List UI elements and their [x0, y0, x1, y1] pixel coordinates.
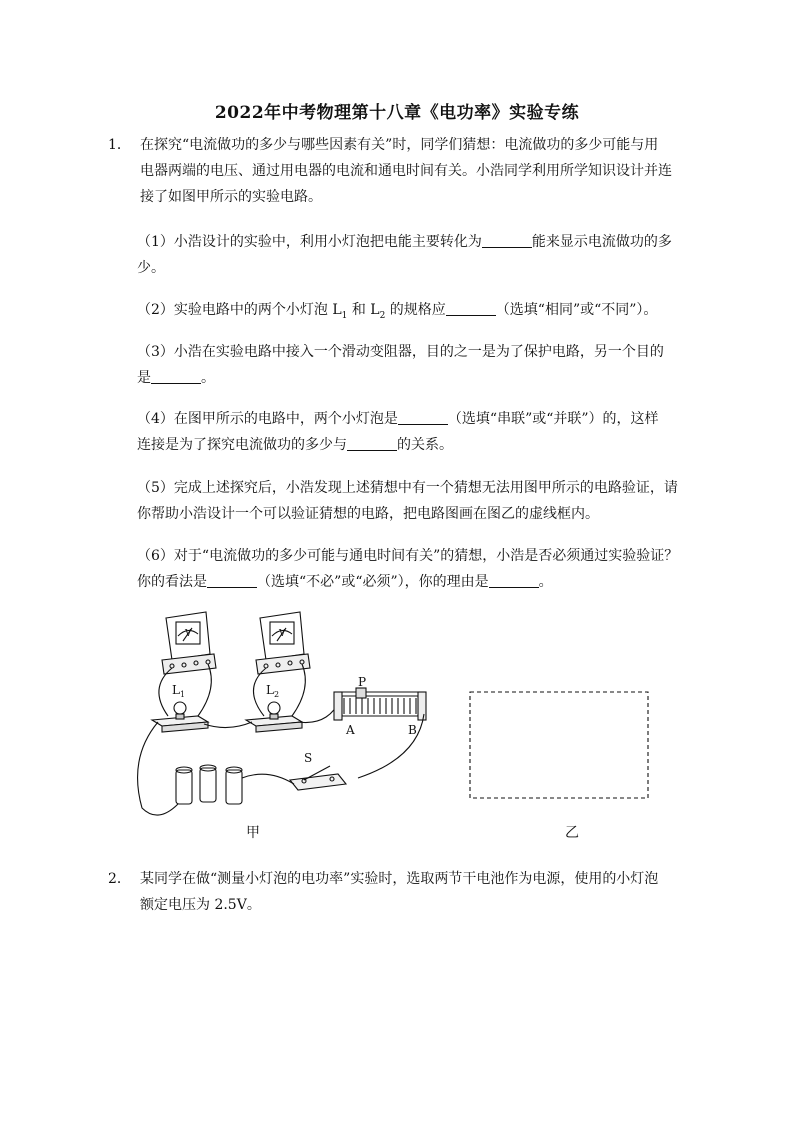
l2-subscript: 2	[379, 310, 386, 321]
sub-question-1	[137, 229, 683, 281]
question-2-line-2: 额定电压为 2.5V。	[140, 897, 261, 913]
sub-question-1-text-c: 少。	[137, 260, 165, 276]
figure-caption-jia: 甲	[246, 825, 260, 841]
answer-blank-2[interactable]	[446, 299, 496, 316]
sub-question-6-text-b: 你的看法是	[137, 574, 207, 590]
batteries	[176, 765, 242, 804]
answer-blank-1[interactable]	[482, 231, 532, 248]
empty-circuit-box	[470, 692, 648, 798]
question-1-number: 1．	[108, 137, 131, 153]
question-1-line-1: 在探究“电流做功的多少与哪些因素有关”时，同学们猜想：电流做功的多少可能与用	[140, 137, 659, 153]
question-1-line-2: 电器两端的电压、通过用电器的电流和通电时间有关。小浩同学利用所学知识设计并连	[140, 163, 672, 179]
page-title: 2022年中考物理第十八章《电功率》实验专练	[214, 103, 580, 123]
answer-blank-3[interactable]	[151, 367, 201, 384]
lamp-1-label: L	[172, 683, 180, 697]
lamp-1-subscript: 1	[180, 690, 186, 699]
sub-question-2-text-c: 的规格应	[385, 302, 446, 318]
sub-question-6-text-a: （6）对于“电流做功的多少可能与通电时间有关”的猜想，小浩是否必须通过实验验证？	[137, 548, 679, 564]
sub-question-2-text-b: 和 L	[347, 302, 380, 318]
sub-question-3-text-b: 是	[137, 370, 151, 386]
switch	[290, 766, 346, 790]
sub-question-5-text-b: 你帮助小浩设计一个可以验证猜想的电路，把电路图画在图乙的虚线框内。	[137, 506, 599, 522]
rheostat	[334, 688, 426, 720]
answer-blank-6[interactable]	[207, 571, 257, 588]
sub-question-4-text-c: 连接是为了探究电流做功的多少与	[137, 437, 347, 453]
sub-question-4	[137, 406, 683, 458]
question-1-intro	[108, 132, 683, 210]
circuit-figure	[128, 608, 688, 848]
sub-question-3-text-c: 。	[201, 370, 215, 386]
sub-question-5	[137, 475, 683, 527]
sub-question-6-text-d: 。	[538, 574, 553, 590]
sub-question-2-text-a: （2）实验电路中的两个小灯泡 L	[137, 302, 342, 318]
l1-subscript: 1	[341, 310, 348, 321]
lamp-2-label: L	[266, 683, 274, 697]
sub-question-2	[137, 297, 683, 329]
switch-label: S	[304, 751, 313, 765]
answer-blank-5[interactable]	[347, 434, 397, 451]
question-2	[108, 866, 683, 918]
sub-question-1-text-b: 能来显示电流做功的多	[531, 234, 672, 250]
terminal-b-label: B	[408, 723, 417, 737]
sub-question-4-text-d: 的关系。	[397, 437, 453, 453]
sub-question-3	[137, 339, 683, 391]
voltmeter-2-symbol: V	[279, 629, 286, 639]
sub-question-6	[137, 543, 683, 595]
sub-question-5-text-a: （5）完成上述探究后，小浩发现上述猜想中有一个猜想无法用图甲所示的电路验证，请	[137, 480, 678, 496]
sub-question-2-text-d: （选填“相同”或“不同”）。	[495, 302, 658, 318]
question-1-line-3: 接了如图甲所示的实验电路。	[140, 189, 322, 205]
figure-caption-yi: 乙	[565, 825, 579, 841]
question-2-number: 2．	[108, 871, 131, 887]
sub-question-3-text-a: （3）小浩在实验电路中接入一个滑动变阻器，目的之一是为了保护电路，另一个目的	[137, 344, 664, 360]
sub-question-1-text-a: （1）小浩设计的实验中，利用小灯泡把电能主要转化为	[137, 234, 482, 250]
terminal-a-label: A	[346, 723, 355, 737]
sub-question-4-text-a: （4）在图甲所示的电路中，两个小灯泡是	[137, 411, 398, 427]
lamp-1	[152, 702, 208, 732]
sub-question-4-text-b: （选填“串联”或“并联”）的，这样	[447, 411, 659, 427]
voltmeter-1-symbol: V	[185, 629, 192, 639]
lamp-2-subscript: 2	[274, 690, 280, 699]
question-2-line-1: 某同学在做“测量小灯泡的电功率”实验时，选取两节干电池作为电源，使用的小灯泡	[140, 871, 659, 887]
answer-blank-7[interactable]	[489, 571, 539, 588]
lamp-2	[246, 702, 302, 732]
sub-question-6-text-c: （选填“不必”或“必须”），你的理由是	[257, 574, 489, 590]
slider-label: P	[358, 675, 367, 689]
answer-blank-4[interactable]	[398, 408, 448, 425]
